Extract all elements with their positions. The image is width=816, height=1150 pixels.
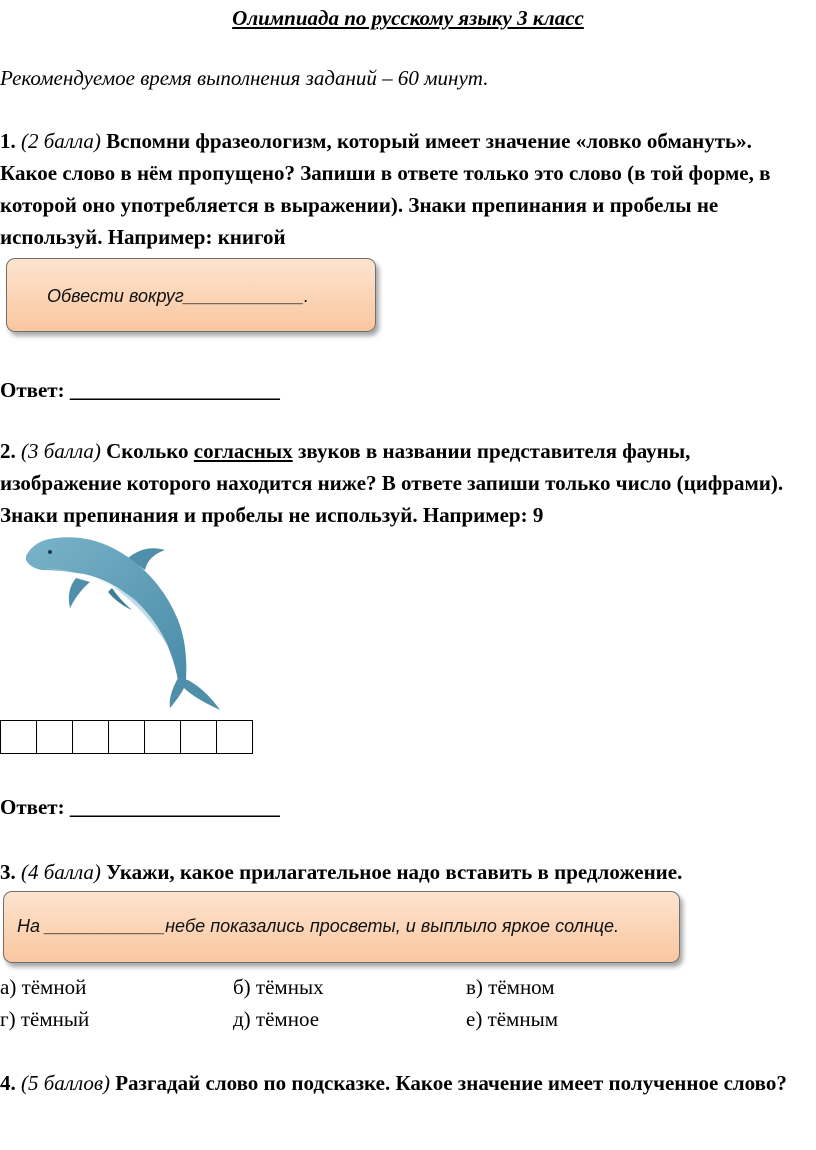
question-1-phrase: Обвести вокруг____________. [47,286,309,306]
answer-cell[interactable] [108,720,145,754]
option-a[interactable]: а) тёмной [0,975,87,999]
option-e[interactable]: е) тёмным [466,1007,558,1031]
answer-cell[interactable] [180,720,217,754]
question-2-text-after: звуков в названии представителя фауны, изображение которого находится ниже? В ответе запиши только число (цифрами). Знаки препинания и пробелы не используй. Например: 9 [0,439,784,527]
option-b[interactable]: б) тёмных [233,975,324,999]
question-1-text: Вспомни фразеологизм, который имеет значение «ловко обмануть». Какое слово в нём пропущено? Запиши в ответе только это слово (в той форме, в которой оно употребляется в выражении). Знаки препинания и пробелы не используй. Например: книгой [0,129,771,249]
question-4-points: (5 баллов) [21,1071,110,1095]
page-title: Олимпиада по русскому языку 3 класс [232,6,584,30]
question-4-text: Разгадай слово по подсказке. Какое значение имеет полученное слово? [115,1071,787,1095]
question-4-number: 4. [0,1071,16,1095]
question-3-text: Укажи, какое прилагательное надо вставить в предложение. [106,860,683,884]
question-4 [0,1067,812,1099]
answer-line-2[interactable]: Ответ: ____________________ [0,795,280,819]
answer-cell[interactable] [216,720,253,754]
question-1-phrase-box [6,258,376,332]
answer-cell[interactable] [72,720,109,754]
option-g[interactable]: г) тёмный [0,1007,90,1031]
time-note: Рекомендуемое время выполнения заданий – 60 минут. [0,66,489,90]
question-1 [0,125,812,253]
question-2-points: (3 балла) [21,439,101,463]
answer-cells [0,720,253,754]
dolphin-image [20,530,230,715]
answer-line-1[interactable]: Ответ: ____________________ [0,378,280,402]
question-3-number: 3. [0,860,16,884]
answer-cell[interactable] [36,720,73,754]
question-3-points: (4 балла) [21,860,101,884]
answer-cell[interactable] [144,720,181,754]
question-1-number: 1. [0,129,16,153]
answer-cell[interactable] [0,720,37,754]
question-2-number: 2. [0,439,16,463]
question-2-underlined-word: согласных [193,439,293,463]
question-3 [0,856,812,888]
option-v[interactable]: в) тёмном [466,975,555,999]
option-d[interactable]: д) тёмное [233,1007,320,1031]
question-2-text-before: Сколько [106,439,189,463]
question-3-sentence: На ____________небе показались просветы, и выплыло яркое солнце. [17,916,620,936]
question-2 [0,435,812,531]
question-3-sentence-box [3,891,680,963]
question-1-points: (2 балла) [21,129,101,153]
